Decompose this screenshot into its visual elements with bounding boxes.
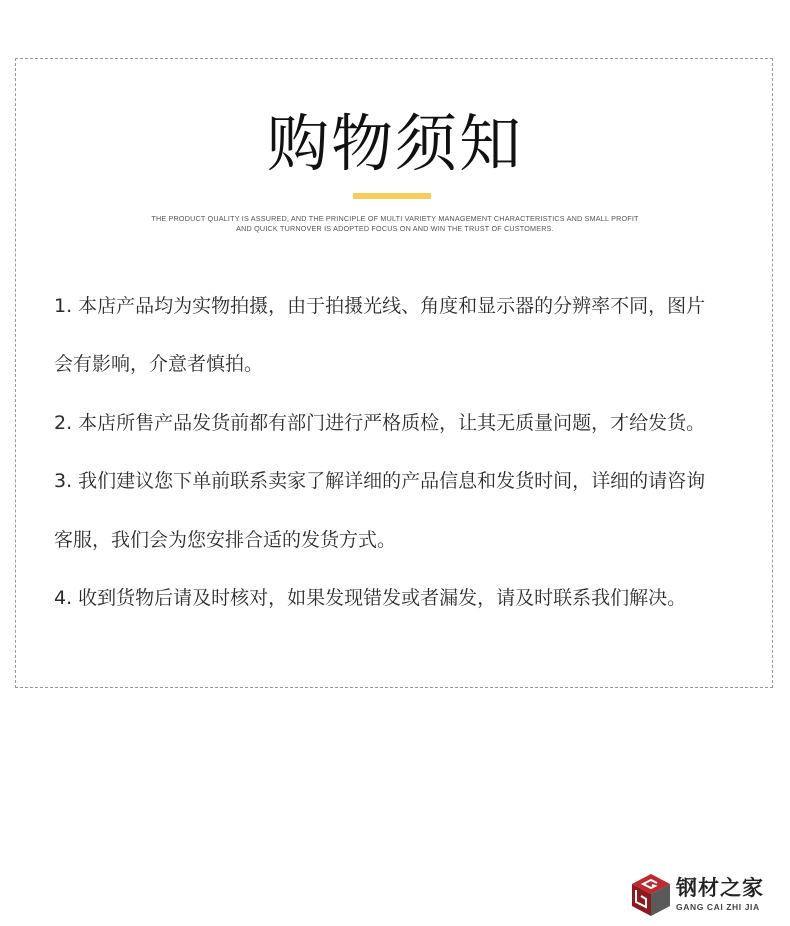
title-underline-bar <box>353 193 431 199</box>
notice-line-4: 3. 我们建议您下单前联系卖家了解详细的产品信息和发货时间，详细的请咨询 <box>54 470 706 492</box>
notice-line-2: 会有影响，介意者慎拍。 <box>54 353 264 375</box>
logo-pinyin: GANG CAI ZHI JIA <box>676 902 760 912</box>
subtitle-line: THE PRODUCT QUALITY IS ASSURED, AND THE PRINCIPLE OF MULTI VARIETY MANAGEMENT CHARACTERISTICS AND SMALL PROFIT <box>151 214 639 223</box>
subtitle-line: AND QUICK TURNOVER IS ADOPTED FOCUS ON AND WIN THE TRUST OF CUSTOMERS. <box>236 224 554 233</box>
notice-line-1: 1. 本店产品均为实物拍摄，由于拍摄光线、角度和显示器的分辨率不同，图片 <box>54 295 706 317</box>
notice-line-6: 4. 收到货物后请及时核对，如果发现错发或者漏发，请及时联系我们解决。 <box>54 587 687 609</box>
subtitle <box>100 214 690 234</box>
notice-line-5: 客服，我们会为您安排合适的发货方式。 <box>54 529 397 551</box>
page-title: 购物须知 <box>266 107 523 180</box>
cube-logo-icon <box>630 872 672 918</box>
logo-name: 钢材之家 <box>676 876 764 900</box>
brand-logo <box>630 872 780 918</box>
notice-line-3: 2. 本店所售产品发货前都有部门进行严格质检，让其无质量问题，才给发货。 <box>54 412 706 434</box>
